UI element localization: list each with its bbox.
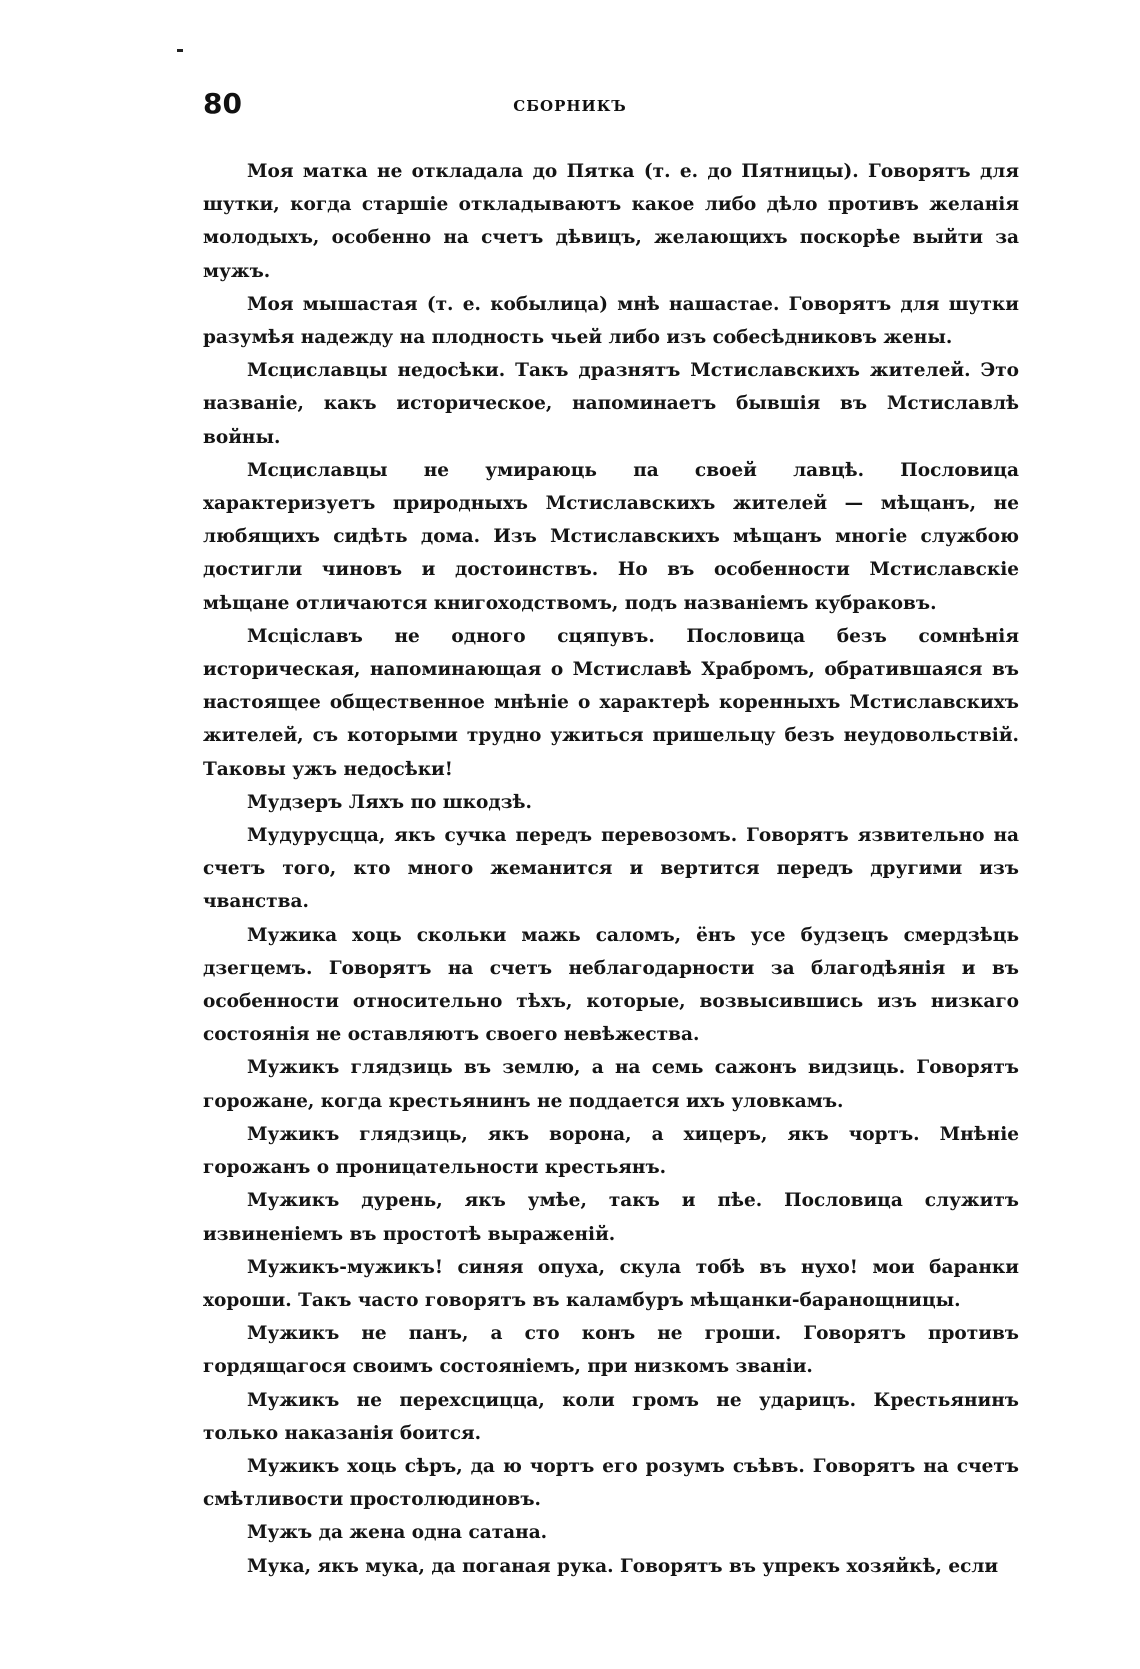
paragraph: Мужикъ не перехсцицца, коли громъ не ударицъ. Крестьянинъ только наказанія боится. [203,1389,1019,1444]
running-title: СБОРНИКЪ [513,97,627,115]
print-speck [177,49,183,52]
paragraph: Моя матка не откладала до Пятка (т. е. до Пятницы). Говорятъ для шутки, когда старшіе откладываютъ какое либо дѣло противъ желанія молодыхъ, особенно на счетъ дѣвицъ, желающихъ поскорѣе выйти за мужъ. [203,161,1019,282]
paragraph: Мужика хоць скольки мажь саломъ, ёнъ усе будзецъ смердзѣць дзегцемъ. Говорятъ на счетъ неблагодарности за благодѣянія и въ особенности относительно тѣхъ, которые, возвысившись изъ низкаго состоянія не оставляютъ своего невѣжества. [203,924,1019,1046]
page-number: 80 [203,87,242,120]
paragraph: Мужикъ дурень, якъ умѣе, такъ и пѣе. Пословица служитъ извиненіемъ въ простотѣ выраженій. [203,1190,1019,1245]
paragraph: Мужикъ хоць сѣръ, да ю чортъ его розумъ съѣвъ. Говорятъ на счетъ смѣтливости простолюдиновъ. [203,1455,1019,1511]
paragraph: Мсциславцы недосѣки. Такъ дразнятъ Мстиславскихъ жителей. Это названіе, какъ историческое, напоминаетъ бывшія въ Мстиславлѣ войны. [203,360,1019,448]
paragraph: Мудзеръ Ляхъ по шкодзѣ. [247,791,532,813]
paragraph: Мужикъ-мужикъ! синяя опуха, скула тобѣ въ нухо! мои баранки хороши. Такъ часто говорятъ въ каламбуръ мѣщанки-баранощницы. [203,1256,1019,1311]
paragraph: Мсциславцы не умираюць па своей лавцѣ. Пословица характеризуетъ природныхъ Мстиславскихъ жителей — мѣщанъ, не любящихъ сидѣть дома. Изъ Мстиславскихъ мѣщанъ многіе службою достигли чиновъ и достоинствъ. Но въ особенности Мстиславскіе мѣщане отличаются книгоходствомъ, подъ названіемъ кубраковъ. [203,459,1019,614]
paragraph: Мука, якъ мука, да поганая рука. Говорятъ въ упрекъ хозяйкѣ, если [247,1555,999,1577]
paragraph: Мужикъ глядзиць въ землю, а на семь сажонъ видзиць. Говорятъ горожане, когда крестьянинъ не поддается ихъ уловкамъ. [203,1057,1019,1112]
paragraph: Мужъ да жена одна сатана. [247,1522,548,1544]
paragraph: Мужикъ глядзиць, якъ ворона, а хицеръ, якъ чортъ. Мнѣніе горожанъ о проницательности крестьянъ. [203,1123,1019,1179]
paragraph: Мужикъ не панъ, а сто конъ не гроши. Говорятъ противъ гордящагося своимъ состояніемъ, при низкомъ званіи. [203,1323,1019,1378]
paragraph: Мудурусцца, якъ сучка передъ перевозомъ. Говорятъ язвительно на счетъ того, кто много жеманится и вертится передъ другими изъ чванства. [203,825,1019,913]
paragraph: Моя мышастая (т. е. кобылица) мнѣ нашастае. Говорятъ для шутки разумѣя надежду на плодность чьей либо изъ собесѣдниковъ жены. [203,293,1019,349]
body-text [203,155,1019,1583]
paragraph: Мсцiславъ не одного сцяпувъ. Пословица безъ сомнѣнія историческая, напоминающая о Мстиславѣ Храбромъ, обратившаяся въ настоящее общественное мнѣніе о характерѣ коренныхъ Мстиславскихъ жителей, съ которыми трудно ужиться пришельцу безъ неудовольствій. Таковы ужъ недосѣки! [203,625,1019,780]
